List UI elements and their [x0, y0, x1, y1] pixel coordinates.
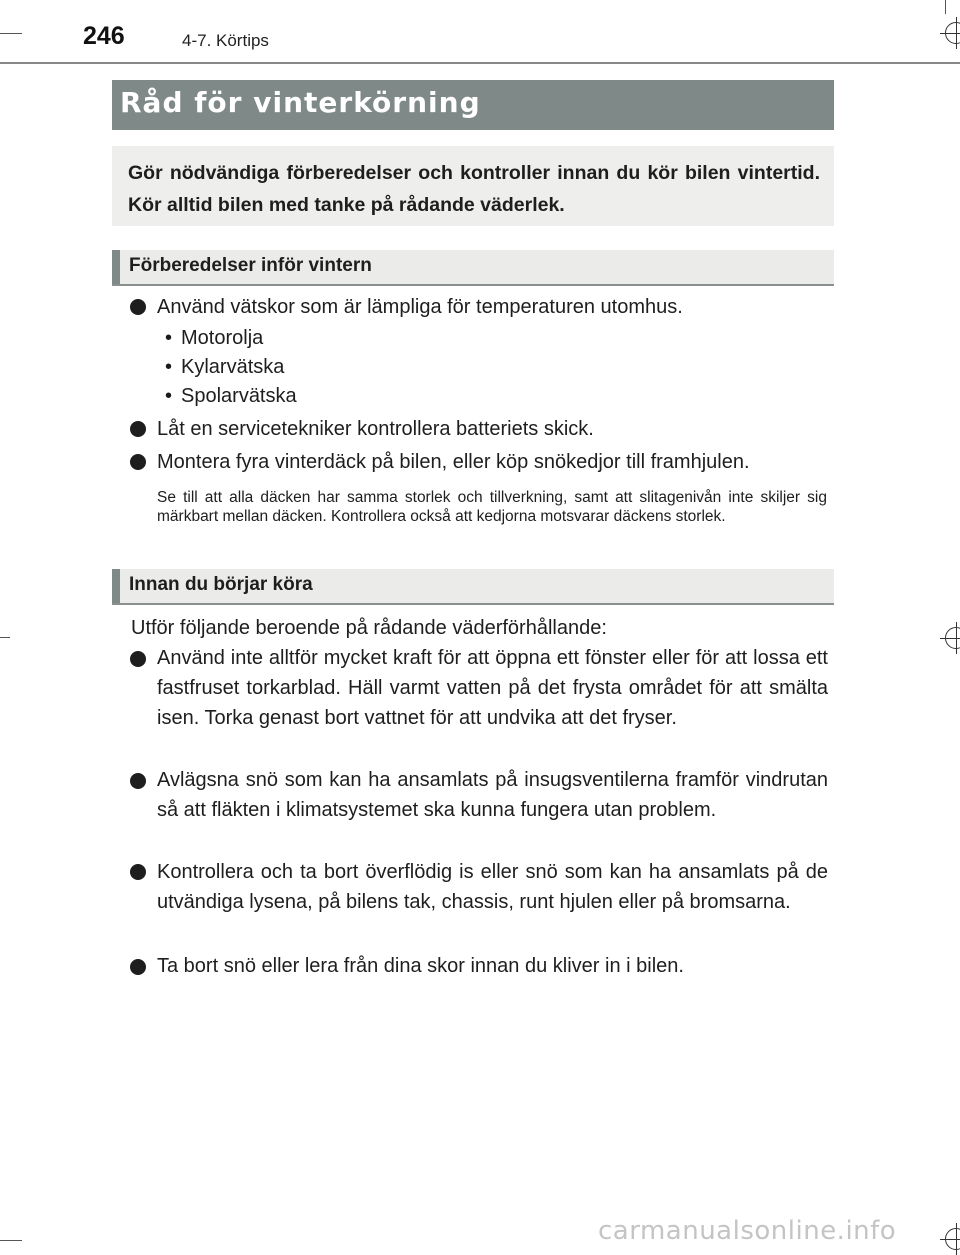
watermark: carmanualsonline.info — [598, 1216, 897, 1246]
list-item: Ta bort snö eller lera från dina skor innan du kliver in i bilen. — [157, 955, 684, 977]
list-item: Använd vätskor som är lämpliga för temperaturen utomhus. — [157, 296, 683, 318]
bullet-icon — [130, 864, 146, 880]
bullet-icon — [130, 454, 146, 470]
page-title: Råd för vinterkörning — [120, 86, 481, 119]
bullet-icon — [130, 959, 146, 975]
list-item: Kontrollera och ta bort överflödig is eller snö som kan ha ansamlats på de utvändiga lysena, på bilens tak, chassis, runt hjulen eller på bromsarna. — [157, 861, 828, 913]
lead-text: Utför följande beroende på rådande väderförhållande: — [131, 617, 607, 639]
subheading-before-driving — [112, 569, 834, 605]
subbullet-icon: • — [165, 356, 173, 378]
sub-list-item: Kylarvätska — [181, 356, 285, 378]
list-item: Låt en servicetekniker kontrollera batteriets skick. — [157, 418, 594, 440]
bullet-icon — [130, 773, 146, 789]
sub-list-item: Motorolja — [181, 327, 264, 349]
bullet-icon — [130, 299, 146, 315]
crop-mark — [0, 637, 10, 638]
header-divider — [0, 62, 960, 64]
crop-mark — [0, 33, 22, 34]
list-item: Använd inte alltför mycket kraft för att öppna ett fönster eller för att lossa ett fastfruset torkarblad. Häll varmt vatten på det frysta området för att smälta isen. Torka genast bort vattnet för att undvika att det fryser. — [157, 647, 828, 729]
crop-mark — [945, 0, 946, 14]
section-label: 4-7. Körtips — [182, 31, 269, 50]
subbullet-icon: • — [165, 385, 173, 407]
bullet-icon — [130, 651, 146, 667]
bullet-icon — [130, 421, 146, 437]
note-text: Se till att alla däcken har samma storlek och tillverkning, samt att slitagenivån inte skiljer sig märkbart mellan däcken. Kontrollera också att kedjorna motsvarar däckens storlek. — [157, 489, 827, 525]
list-item: Avlägsna snö som kan ha ansamlats på insugsventilerna framför vindrutan så att fläkten i klimatsystemet ska kunna fungera utan problem. — [157, 769, 828, 821]
registration-mark — [945, 1228, 960, 1250]
subheading-label: Förberedelser inför vintern — [129, 255, 372, 276]
page-number: 246 — [83, 22, 125, 50]
subheading-label: Innan du börjar köra — [129, 574, 313, 595]
sub-list-item: Spolarvätska — [181, 385, 297, 407]
subbullet-icon: • — [165, 327, 173, 349]
registration-mark — [945, 627, 960, 649]
intro-box — [112, 146, 834, 226]
page-title-bar — [112, 80, 834, 130]
registration-mark — [945, 22, 960, 44]
list-item: Montera fyra vinterdäck på bilen, eller köp snökedjor till framhjulen. — [157, 451, 750, 473]
subheading-preparations — [112, 250, 834, 286]
intro-text: Gör nödvändiga förberedelser och kontroller innan du kör bilen vintertid. Kör alltid bilen med tanke på rådande väderlek. — [128, 162, 820, 216]
crop-mark — [0, 1240, 22, 1241]
